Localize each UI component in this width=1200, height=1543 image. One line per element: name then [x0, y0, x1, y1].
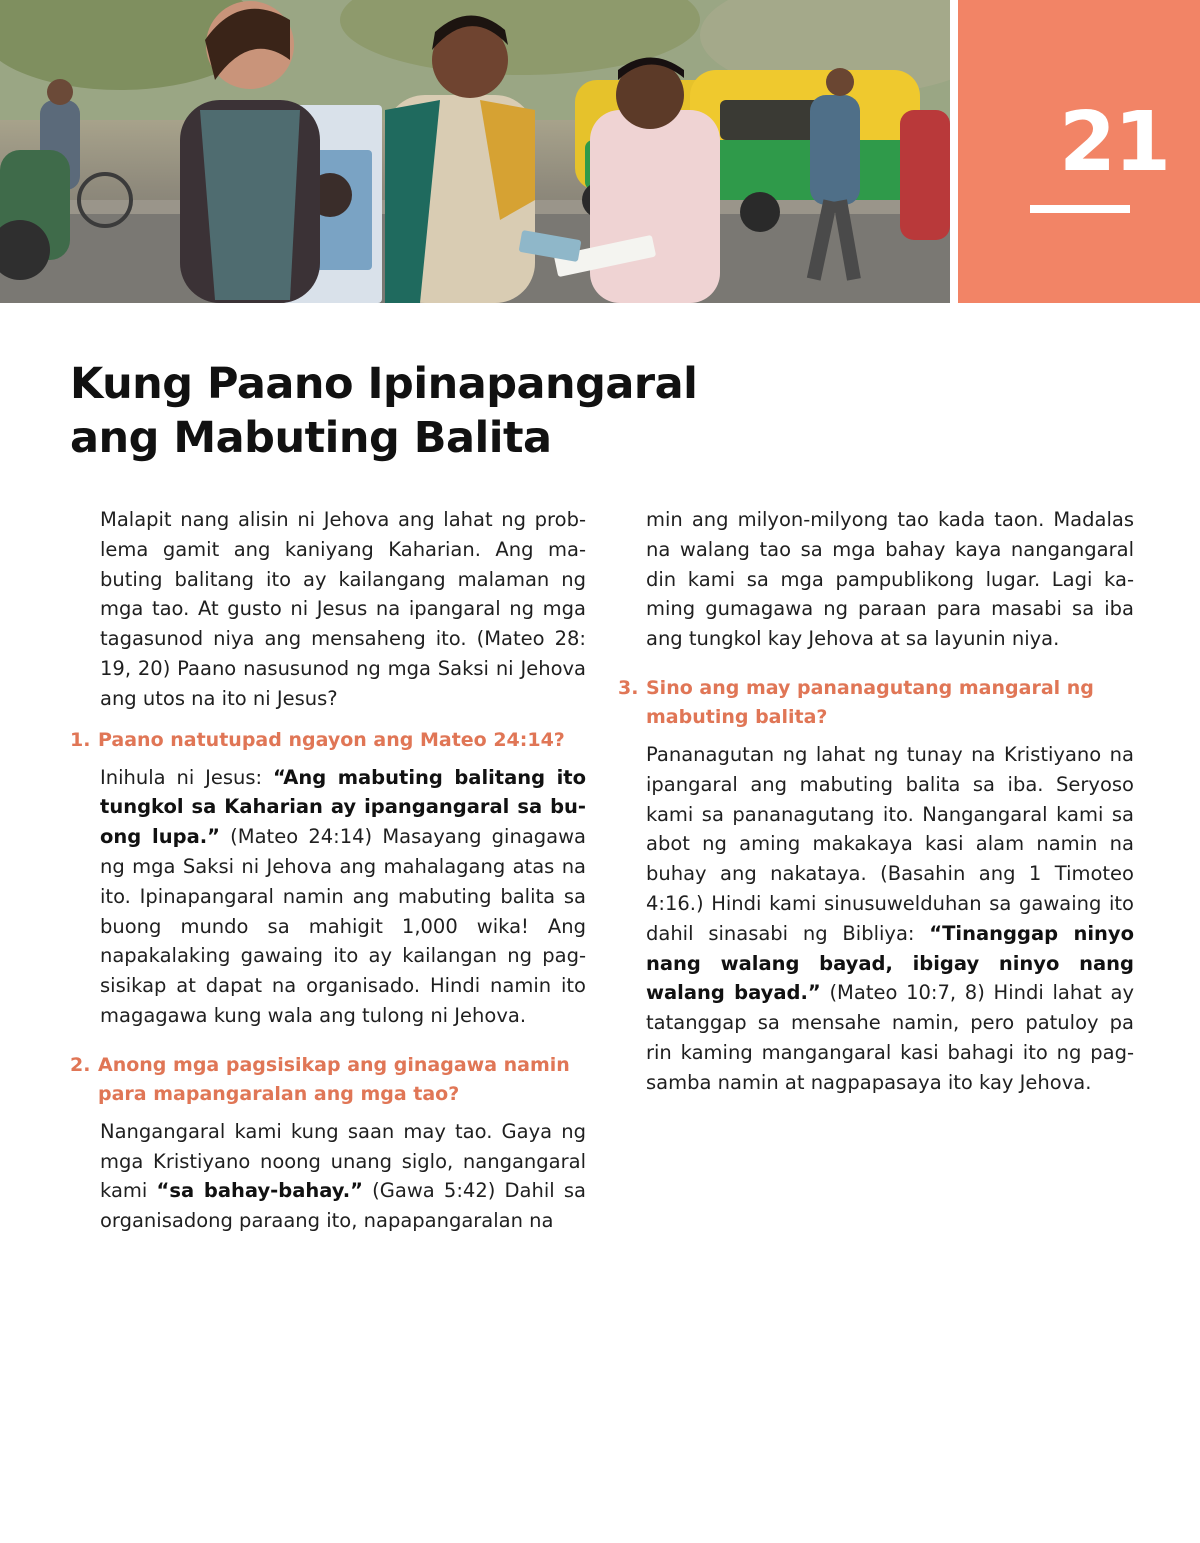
- answer-3: [618, 740, 1134, 1098]
- intro-paragraph: Malapit nang alisin ni Jehova ang lahat ng problema gamit ang kaniyang Kaharian. Ang mabuting balitang ito ay kailangang malaman ng mga tao. At gusto ni Jesus na ipangaral ng mga tagasunod niya ang mensaheng ito. (Mateo 28: 19, 20) Paano nasusunod ng mga Saksi ni Jehova ang utos na ito ni Jesus?: [100, 508, 586, 710]
- lesson-number-underline: [1030, 205, 1130, 213]
- page-title: [70, 357, 870, 465]
- question-1-number: 1.: [70, 728, 91, 751]
- question-2-number: 2.: [70, 1053, 91, 1076]
- answer-2-post: (Gawa 5:42) Dahil sa organisadong paraang ito, napapangaralan na: [100, 1179, 587, 1233]
- answer-2-continuation: min ang milyon-milyong tao kada taon. Madalas na walang tao sa mga bahay kaya nangangaral din kami sa mga pampublikong lugar. Lagi kaming gumagawa ng paraan para masabi sa iba ang tungkol kay Jehova at sa layunin niya.: [646, 508, 1134, 651]
- right-column: [618, 505, 1134, 1098]
- answer-1: [70, 763, 586, 1031]
- question-1: [70, 726, 586, 755]
- page-title-line-1: Kung Paano Ipinapangaral: [70, 359, 698, 409]
- answer-1-post: (Mateo 24:14) Masayang ginagawa ng mga Saksi ni Jehova ang mahalagang atas na ito. Ipinapangaral namin ang mabuting balita sa buong mundo sa mahigit 1,000 wika! Ang napakalaking gawaing ito ay kailangan ng pagsisikap at dapat na organisado. Hindi namin ito magagawa kung wala ang tulong ni Jehova.: [100, 825, 586, 1027]
- answer-3-pre: Pananagutan ng lahat ng tunay na Kristiyano na ipangaral ang mabuting balita sa iba. Seryoso kami sa pananagutang ito. Nangangaral kami sa abot ng aming makakaya kasi alam namin na buhay ang nakataya. (Basahin ang 1 Timoteo 4:16.) Hindi kami sinusuwelduhan sa gawaing ito dahil sinasabi ng Bibliya:: [646, 742, 1134, 945]
- answer-2: [70, 1117, 586, 1236]
- answer-3-quote: “Tinanggap ninyo nang walang bayad, ibigay ninyo nang walang bayad.”: [646, 921, 1134, 1005]
- question-3-number: 3.: [618, 676, 639, 699]
- street-preaching-illustration: [0, 0, 950, 303]
- answer-1-pre: Inihula ni Jesus:: [100, 765, 273, 789]
- answer-3-post: (Mateo 10:7, 8) Hindi lahat ay tatanggap sa mensahe namin, pero patuloy pa rin kaming mangangaral kasi bahagi ito ng pagsamba namin at nagpapasaya ito kay Jehova.: [646, 981, 1134, 1094]
- answer-1-quote: “Ang mabuting balitang ito tungkol sa Kaharian ay ipangangaral sa buong lupa.”: [100, 765, 586, 849]
- question-3-text: Sino ang may pananagutang mangaral ng mabuting balita?: [646, 676, 1094, 728]
- page-title-line-2: ang Mabuting Balita: [70, 413, 552, 463]
- question-1-text: Paano natutupad ngayon ang Mateo 24:14?: [98, 728, 565, 751]
- question-2: [70, 1051, 586, 1109]
- lesson-number-box: [958, 0, 1200, 303]
- answer-2-quote: “sa bahay-bahay.”: [156, 1179, 363, 1203]
- question-3: [618, 674, 1134, 732]
- answer-2-pre: Nangangaral kami kung saan may tao. Gaya ng mga Kristiyano noong unang siglo, nangangaral kami: [100, 1119, 586, 1203]
- header-photo: [0, 0, 950, 303]
- question-2-text: Anong mga pagsisikap ang ginagawa namin para mapangaralan ang mga tao?: [98, 1053, 570, 1105]
- lesson-number: 21: [1058, 95, 1170, 190]
- left-column: [70, 505, 586, 1236]
